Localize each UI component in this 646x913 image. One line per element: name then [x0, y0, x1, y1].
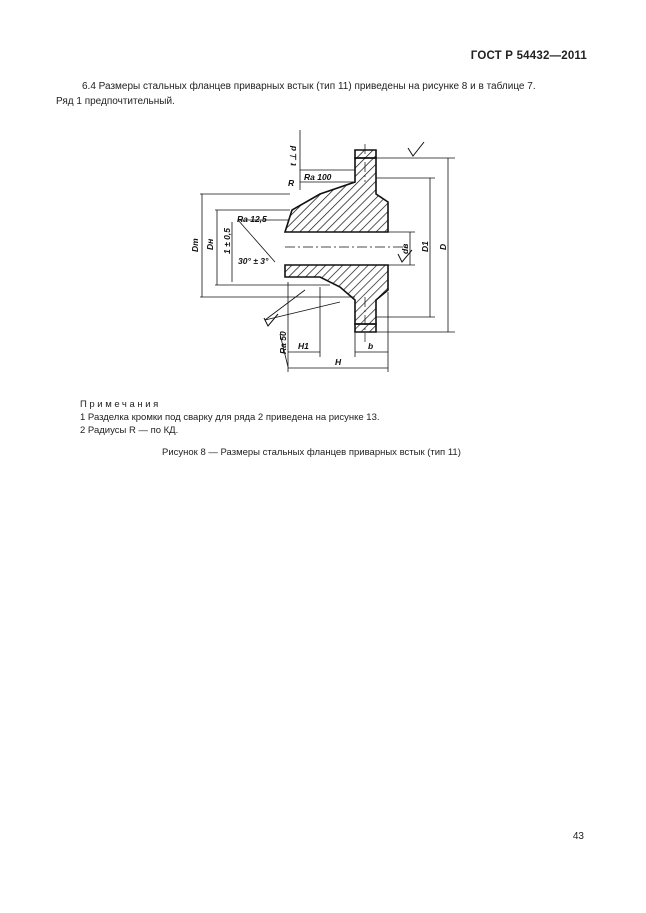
- label-dv: dв: [400, 243, 410, 254]
- paragraph-line-1: 6.4 Размеры стальных фланцев приварных встык (тип 11) приведены на рисунке 8 и в таблице 7.: [82, 81, 536, 92]
- label-r: R: [288, 178, 295, 188]
- centerlines: [285, 144, 405, 342]
- label-d1: D1: [420, 241, 430, 252]
- note-item-2: 2 Радиусы R — по КД.: [80, 425, 179, 436]
- paragraph-line-2: Ряд 1 предпочтительный.: [56, 96, 175, 107]
- notes-block: [80, 398, 380, 437]
- label-d: D: [438, 243, 448, 250]
- label-angle: 30° ± 3°: [238, 256, 269, 266]
- label-dm: Dm: [190, 238, 200, 252]
- label-ra125: Ra 12,5: [237, 214, 267, 224]
- flange-section: [285, 150, 388, 332]
- note-item-1: 1 Разделка кромки под сварку для ряда 2 приведена на рисунке 13.: [80, 412, 380, 423]
- figure-caption: Рисунок 8 — Размеры стальных фланцев приварных встык (тип 11): [162, 447, 461, 458]
- body-paragraph: [56, 79, 588, 109]
- label-h1: H1: [298, 341, 309, 351]
- label-ra50: Ra 50: [278, 331, 288, 354]
- notes-title: Примечания: [80, 399, 161, 410]
- label-pm05: 1 ± 0,5: [222, 228, 232, 254]
- label-dh: Dн: [205, 238, 215, 250]
- dimension-lines: [200, 130, 455, 372]
- label-h: H: [335, 357, 342, 367]
- label-tolerance: t ⊥ d: [288, 145, 298, 166]
- label-ra100: Ra 100: [304, 172, 332, 182]
- page-number: 43: [572, 831, 584, 842]
- document-header: ГОСТ Р 54432—2011: [470, 50, 587, 62]
- flange-drawing: [180, 122, 480, 382]
- label-b: b: [368, 341, 374, 351]
